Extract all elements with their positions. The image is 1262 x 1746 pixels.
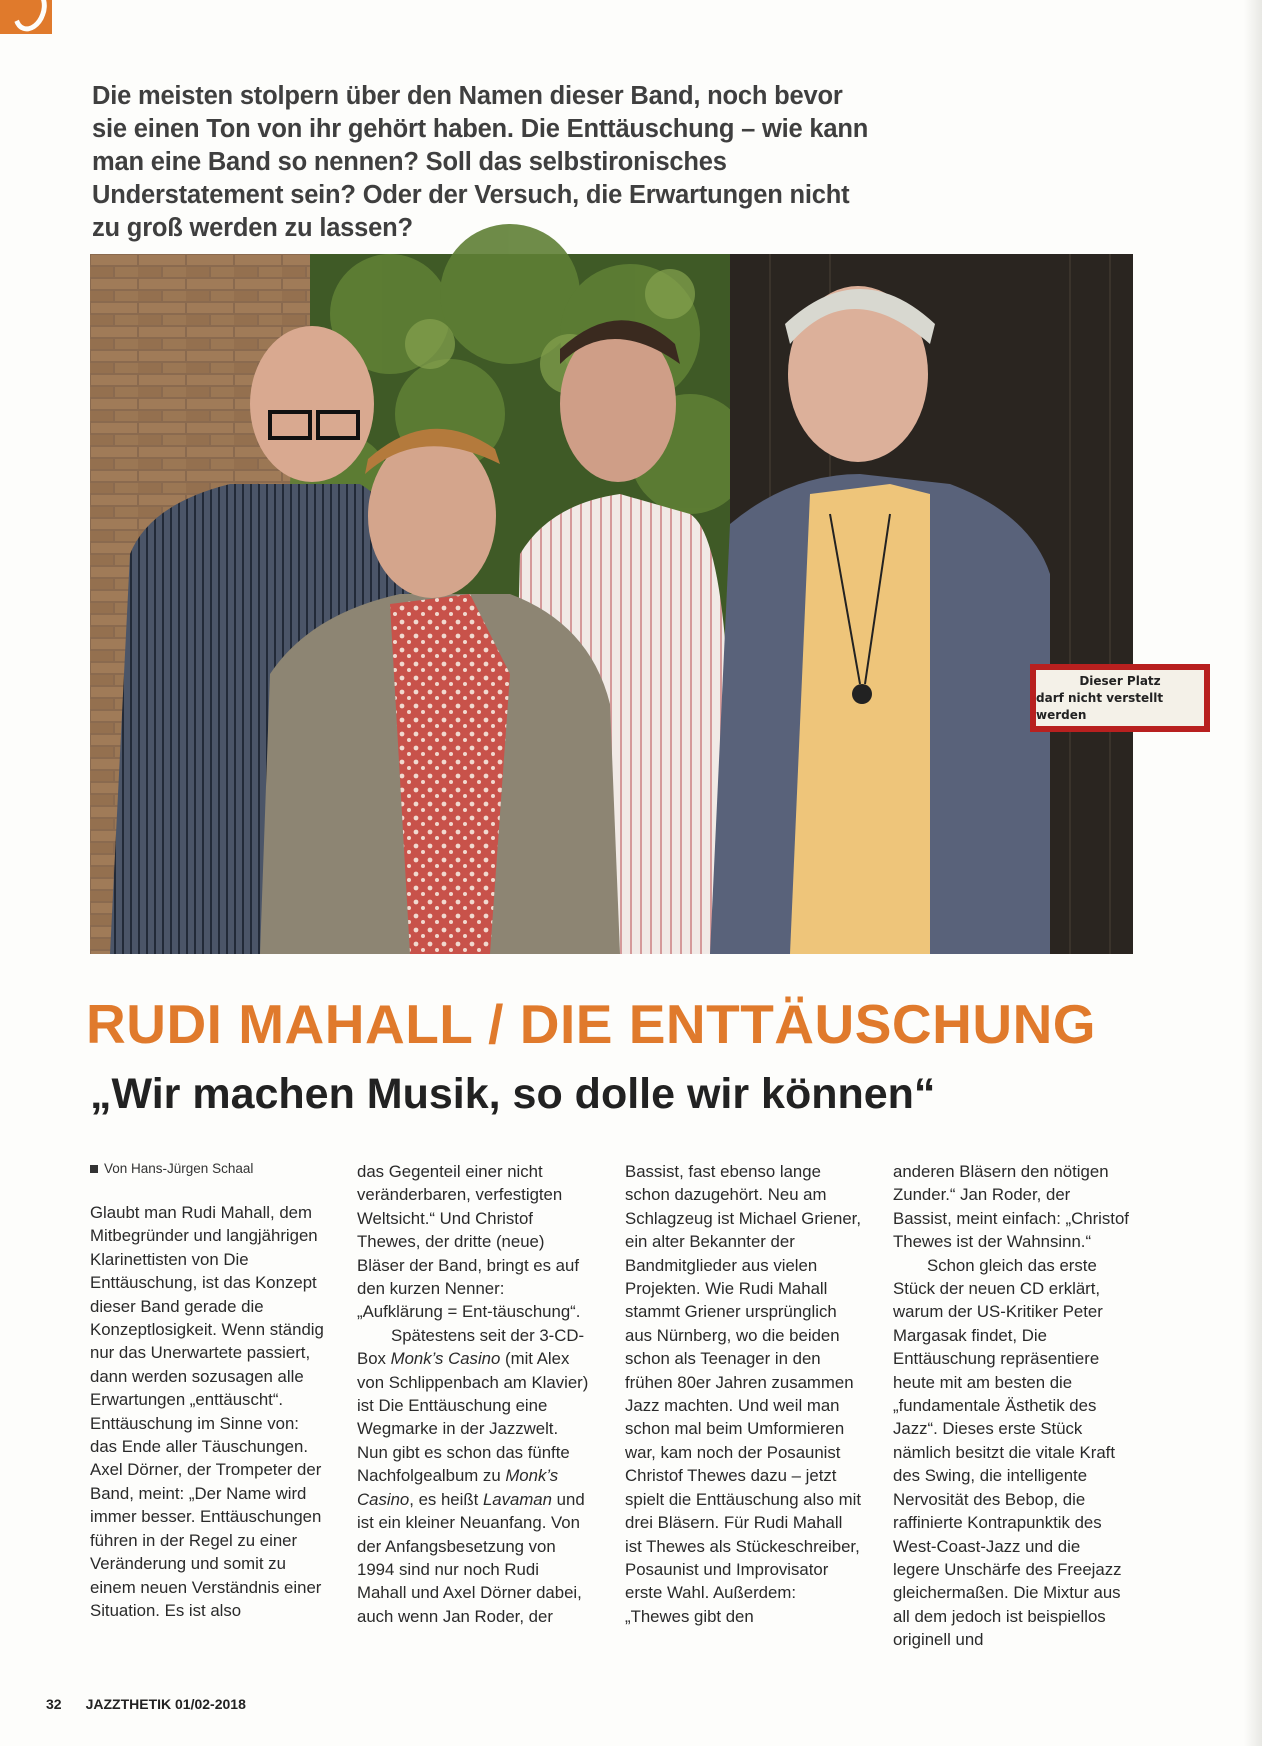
band-photo-illustration — [90, 254, 1133, 954]
text-run: (mit Alex von Schlippenbach am Klavier) ist Die Enttäuschung eine Wegmarke in der Jazzwelt. Nun gibt es schon das fünfte Nachfolgealbum zu — [357, 1349, 589, 1486]
column-2-paragraph-2 — [357, 1324, 593, 1628]
text-column-1 — [90, 1160, 326, 1622]
page-number: 32 — [46, 1696, 62, 1712]
byline — [90, 1160, 326, 1178]
article-headline: RUDI MAHALL / DIE ENTTÄUSCHUNG — [86, 993, 1097, 1055]
page-edge-shadow — [1244, 0, 1262, 1746]
magazine-issue: JAZZTHETIK 01/02-2018 — [85, 1696, 246, 1712]
warning-sign — [1030, 664, 1210, 732]
album-title-monks-casino: Monk’s Casino — [390, 1349, 501, 1369]
intro-text: Die meisten stolpern über den Namen dieser Band, noch bevor sie einen Ton von ihr gehört haben. Die Enttäuschung – wie kann man eine Band so nennen? Soll das selbstironisches Understatement sein? Oder der Versuch, die Erwartungen nicht zu groß werden zu lassen? — [92, 82, 869, 242]
text-column-4 — [893, 1160, 1129, 1652]
sign-line-2: darf nicht verstellt werden — [1036, 690, 1164, 722]
album-title-monks-casino-2: Monk’s Casino — [357, 1466, 559, 1509]
byline-text: Von Hans-Jürgen Schaal — [104, 1161, 254, 1176]
text-run: und ist ein kleiner Neuanfang. Von der Anfangsbesetzung von 1994 sind nur noch Rudi Mahall und Axel Dörner dabei, auch wenn Jan Roder, der — [357, 1489, 585, 1626]
text-column-2 — [357, 1160, 593, 1628]
column-2-paragraph-1: das Gegenteil einer nicht veränderbaren, verfestigten Weltsicht.“ Und Christof Thewes, der dritte (neue) Bläser der Band, bringt es auf den kurzen Nenner: „Aufklärung = Ent-täuschung“. — [357, 1162, 581, 1322]
text-run: , es heißt — [409, 1489, 483, 1509]
column-4-paragraph-1: anderen Bläsern den nötigen Zunder.“ Jan Roder, der Bassist, meint einfach: „Christof Thewes ist der Wahnsinn.“ — [893, 1162, 1129, 1252]
article-subheadline: „Wir machen Musik, so dolle wir können“ — [90, 1070, 936, 1118]
text-column-3 — [625, 1160, 861, 1628]
column-4-paragraph-2: Schon gleich das erste Stück der neuen CD erklärt, warum der US-Kritiker Peter Margasak findet, Die Enttäuschung repräsentiere heute mit am besten die „fundamentale Ästhetik des Jazz“. Dieses erste Stück nämlich besitzt die vitale Kraft des Swing, die intelligente Nervosität des Bebop, die raffinierte Kontrapunktik des West-Coast-Jazz und die legere Unschärfe des Freejazz gleichermaßen. Die Mixtur aus all dem jedoch ist beispiellos originell und — [893, 1255, 1122, 1650]
bullet-icon — [90, 1165, 98, 1173]
text-run: Spätestens seit der 3-CD-Box — [357, 1325, 585, 1369]
section-corner-mark — [0, 0, 52, 34]
sign-line-1: Dieser Platz — [1079, 673, 1161, 688]
album-title-lavaman: Lavaman — [482, 1489, 552, 1509]
band-photo — [90, 254, 1164, 954]
column-1-paragraph: Glaubt man Rudi Mahall, dem Mitbegründer und langjährigen Klarinettisten von Die Enttäuschung, ist das Konzept dieser Band gerade die Konzeptlosigkeit. Wenn ständig nur das Unerwartete passiert, dann werden sozusagen alle Erwartungen „enttäuscht“. Enttäuschung im Sinne von: das Ende aller Täuschungen. Axel Dörner, der Trompeter der Band, meint: „Der Name wird immer besser. Enttäuschungen führen in der Regel zu einer Veränderung und somit zu einem neuen Verständnis einer Situation. Es ist also — [90, 1203, 324, 1620]
column-3-paragraph: Bassist, fast ebenso lange schon dazugehört. Neu am Schlagzeug ist Michael Griener, ein alter Bekannter der Bandmitglieder aus vielen Projekten. Wie Rudi Mahall stammt Griener ursprünglich aus Nürnberg, wo die beiden schon als Teenager in den frühen 80er Jahren zusammen Jazz machten. Und weil man schon mal beim Umformieren war, kam noch der Posaunist Christof Thewes dazu – jetzt spielt die Enttäuschung also mit drei Bläsern. Für Rudi Mahall ist Thewes als Stückeschreiber, Posaunist und Improvisator erste Wahl. Außerdem: „Thewes gibt den — [625, 1162, 862, 1626]
page-footer — [46, 1696, 246, 1712]
